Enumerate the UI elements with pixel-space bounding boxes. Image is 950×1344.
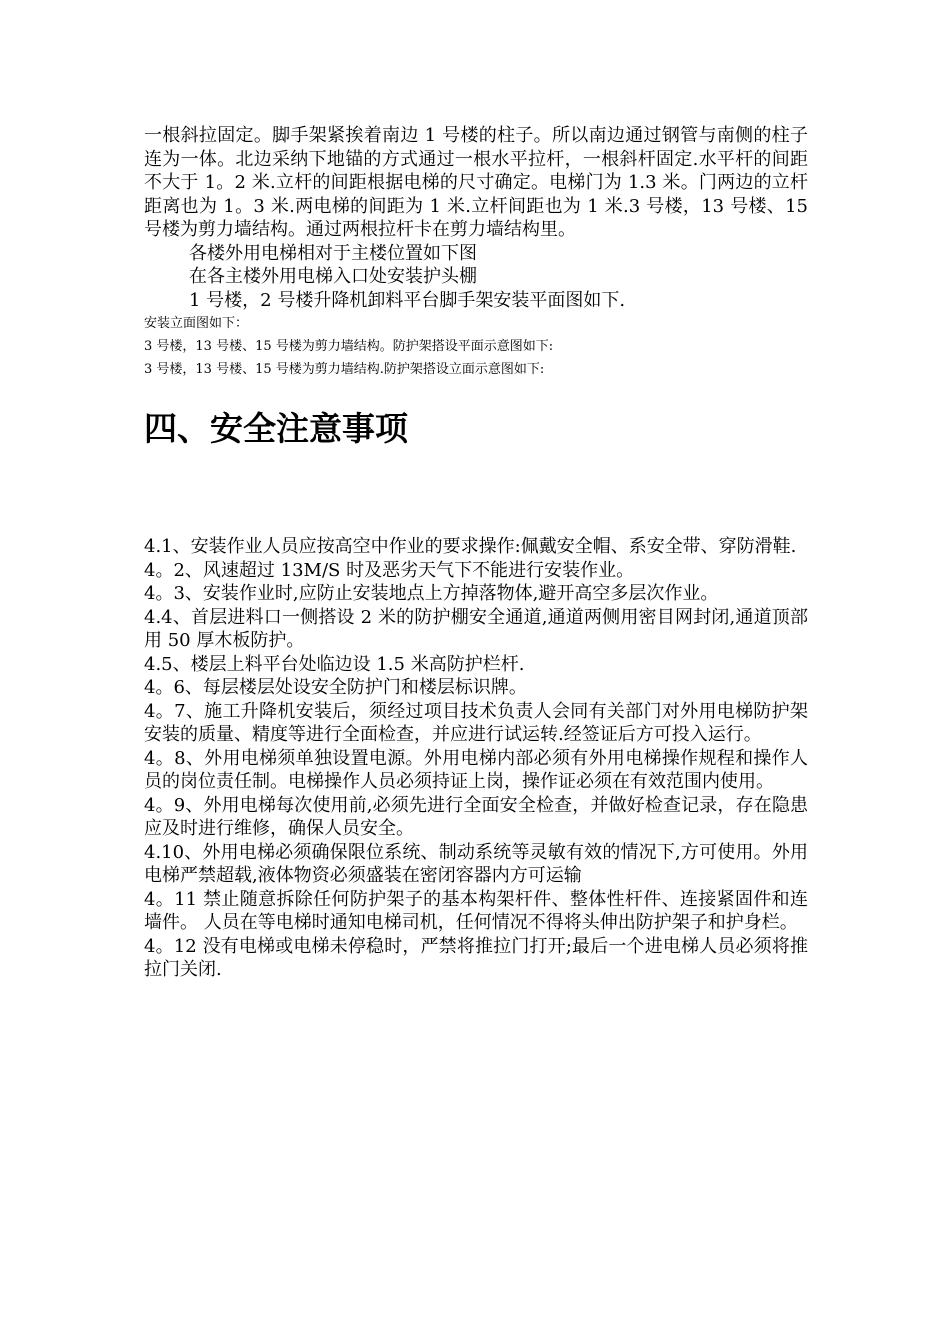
intro-line-head-shelter: 在各主楼外用电梯入口处安装护头棚 bbox=[189, 266, 477, 287]
list-item: 4。6、每层楼层处设安全防护门和楼层标识牌。 bbox=[144, 677, 527, 698]
list-item: 4.10、外用电梯必须确保限位系统、制动系统等灵敏有效的情况下,方可使用。外用电梯严禁超载,液体物资必须盛装在密闭容器内方可运输 bbox=[144, 841, 808, 886]
list-item: 4。3、安装作业时,应防止安装地点上方掉落物体,避开高空多层次作业。 bbox=[144, 583, 719, 604]
safety-items-list bbox=[144, 535, 808, 982]
intro-line-platform-plan: 1 号楼，2 号楼升降机卸料平台脚手架安装平面图如下. bbox=[189, 289, 626, 311]
document-page bbox=[144, 124, 808, 982]
caption-elevation-diagram: 3 号楼，13 号楼、15 号楼为剪力墙结构.防护架搭设立面示意图如下: bbox=[144, 362, 545, 377]
list-item: 4.5、楼层上料平台处临边设 1.5 米高防护栏杆. bbox=[144, 653, 525, 675]
list-item: 4.4、首层进料口一侧搭设 2 米的防护棚安全通道,通道两侧用密目网封闭,通道顶部用 50 厚木板防护。 bbox=[144, 606, 808, 651]
list-item: 4。11 禁止随意拆除任何防护架子的基本构架杆件、整体性杆件、连接紧固件和连墙件。 人员在等电梯时通知电梯司机，任何情况不得将头伸出防护架子和护身栏。 bbox=[144, 888, 808, 933]
list-item: 4.1、安装作业人员应按高空中作业的要求操作:佩戴安全帽、系安全带、穿防滑鞋. bbox=[144, 536, 797, 557]
list-item: 4。9、外用电梯每次使用前,必须先进行全面安全检查，并做好检查记录，存在隐患应及时进行维修，确保人员安全。 bbox=[144, 794, 808, 839]
intro-line-elevator-position: 各楼外用电梯相对于主楼位置如下图 bbox=[189, 242, 477, 264]
caption-elevation: 安装立面图如下： bbox=[144, 316, 249, 331]
list-item: 4。7、施工升降机安装后，须经过项目技术负责人会同有关部门对外用电梯防护架安装的质量、精度等进行全面检查，并应进行试运转.经签证后方可投入运行。 bbox=[144, 700, 808, 745]
intro-paragraph: 一根斜拉固定。脚手架紧挨着南边 1 号楼的柱子。所以南边通过钢管与南侧的柱子连为一体。北边采纳下地锚的方式通过一根水平拉杆，一根斜杆固定.水平杆的间距不大于 1。2 米.立杆的间距根据电梯的尺寸确定。电梯门为 1.3 米。门两边的立杆距离也为 1。3 米.两电梯的间距为 1 米.立杆间距也为 1 米.3 号楼，13 号楼、15 号楼为剪力墙结构。通过两根拉杆卡在剪力墙结构里。 bbox=[144, 125, 808, 240]
list-item: 4。12 没有电梯或电梯未停稳时，严禁将推拉门打开;最后一个进电梯人员必须将推拉门关闭. bbox=[144, 935, 808, 980]
section-heading: 四、安全注意事项 bbox=[144, 409, 408, 448]
list-item: 4。8、外用电梯须单独设置电源。外用电梯内部必须有外用电梯操作规程和操作人员的岗位责任制。电梯操作人员必须持证上岗，操作证必须在有效范围内使用。 bbox=[144, 747, 808, 792]
list-item: 4。2、风速超过 13M/S 时及恶劣天气下不能进行安装作业。 bbox=[144, 559, 635, 581]
caption-plan-diagram: 3 号楼，13 号楼、15 号楼为剪力墙结构。防护架搭设平面示意图如下: bbox=[144, 339, 554, 354]
